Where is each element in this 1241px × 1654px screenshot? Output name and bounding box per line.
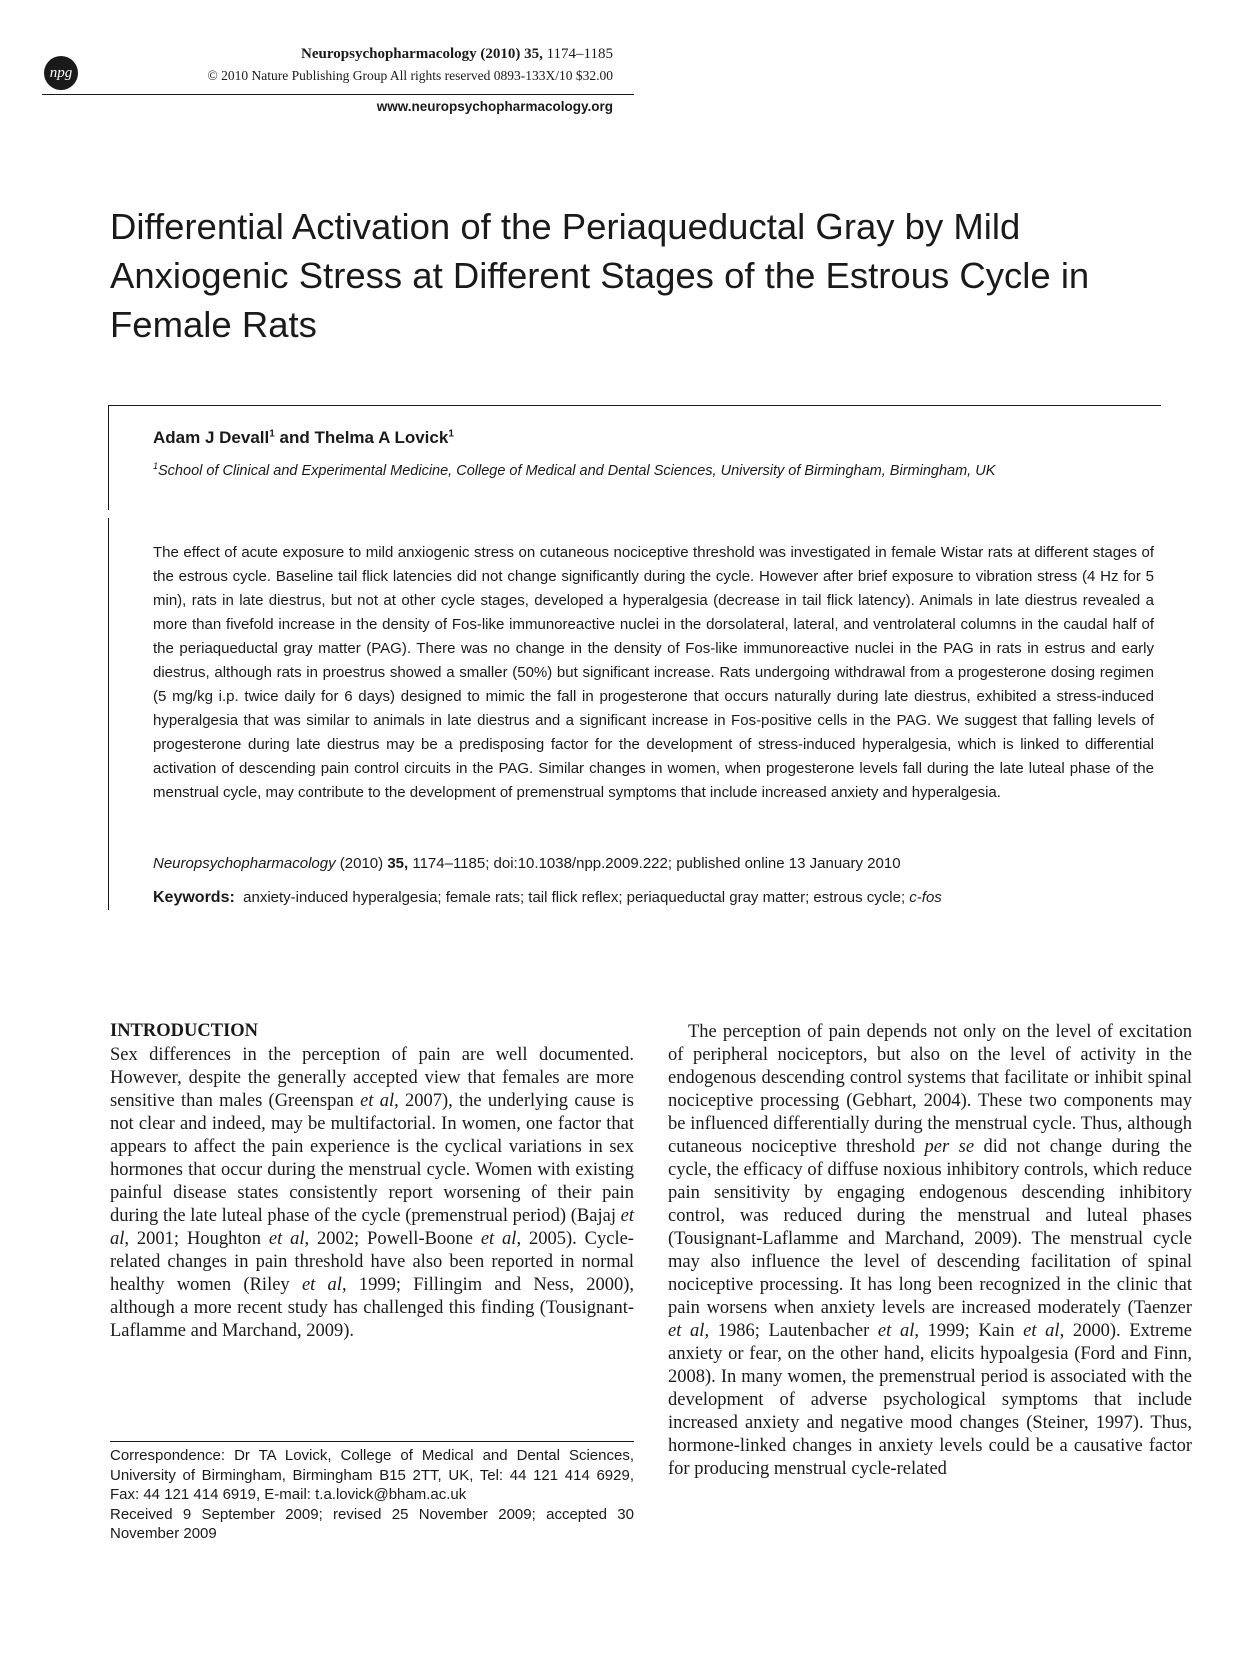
section-heading-introduction: INTRODUCTION bbox=[110, 1021, 259, 1041]
journal-reference bbox=[301, 46, 613, 63]
text-run: Sex differences in the perception of pain are well documented. However, despite the generally accepted view that females are more sensitive than males (Greenspan bbox=[110, 1045, 634, 1111]
text-run: , 2005). Cycle-related changes in pain threshold have also been reported in normal healthy women (Riley bbox=[110, 1229, 634, 1295]
text-italic: et al bbox=[301, 1275, 342, 1295]
header-divider bbox=[42, 94, 634, 95]
correspondence-text: Correspondence: Dr TA Lovick, College of Medical and Dental Sciences, University of Birmingham, Birmingham B15 2TT, UK, Tel: 44 121 414 6929, Fax: 44 121 414 6919, E-mail: t.a.lovick@bham.ac.uk bbox=[110, 1447, 634, 1503]
text-italic: et al bbox=[1023, 1321, 1060, 1341]
text-italic: et al bbox=[110, 1206, 634, 1249]
text-italic: et al bbox=[877, 1321, 915, 1341]
author-affiliation bbox=[153, 461, 995, 479]
citation-year: (2010) bbox=[335, 855, 388, 872]
keywords-list: anxiety-induced hyperalgesia; female rats; tail flick reflex; periaqueductal gray matter; estrous cycle; bbox=[243, 889, 910, 906]
publisher-logo: npg bbox=[44, 56, 78, 90]
footnote-divider bbox=[110, 1441, 634, 1442]
introduction-paragraph-1 bbox=[110, 1044, 634, 1343]
text-run: The perception of pain depends not only on the level of excitation of peripheral nociceptors, but also on the level of activity in the endogenous descending control systems that facilitate or inhibit spinal nociceptive processing (Gebhart, 2004). These two components may be influenced differentially during the menstrual cycle. Thus, although cutaneous nociceptive threshold bbox=[668, 1022, 1192, 1157]
text-run: , 1999; Kain bbox=[914, 1321, 1024, 1341]
frame-gap bbox=[108, 510, 109, 518]
article-title: Differential Activation of the Periaqueductal Gray by Mild Anxiogenic Stress at Different Stages of the Estrous Cycle in Female Rats bbox=[110, 206, 1090, 345]
text-run: , 2002; Powell-Boone bbox=[304, 1229, 481, 1249]
keyword-italic: c-fos bbox=[909, 889, 942, 906]
author-name: Thelma A Lovick bbox=[314, 428, 449, 447]
affiliation-text: School of Clinical and Experimental Medicine, College of Medical and Dental Sciences, University of Birmingham, Birmingham, UK bbox=[158, 462, 996, 479]
text-run: , 2000). Extreme anxiety or fear, on the other hand, elicits hypoalgesia (Ford and Finn, 2008). In many women, the premenstrual period is associated with the development of adverse psychological symptoms that include increased anxiety and negative mood changes (Steiner, 1997). Thus, hormone-linked changes in anxiety levels could be a causative factor for producing menstrual cycle-related bbox=[668, 1321, 1193, 1479]
citation-journal: Neuropsychopharmacology bbox=[153, 855, 336, 872]
text-italic: per se bbox=[924, 1137, 975, 1157]
text-italic: et al bbox=[668, 1321, 705, 1341]
text-run: did not change during the cycle, the efficacy of diffuse noxious inhibitory controls, which reduce pain sensitivity by engaging endogenous descending inhibitory control, was reduced during the menstrual and luteal phases (Tousignant-Laflamme and Marchand, 2009). The menstrual cycle may also influence the level of descending facilitation of spinal nociceptive processing. It has long been recognized in the clinic that pain worsens when anxiety levels are increased moderately (Taenzer bbox=[668, 1137, 1192, 1318]
introduction-paragraph-2 bbox=[668, 1021, 1192, 1481]
article-citation bbox=[153, 855, 901, 872]
text-run: , 2001; Houghton bbox=[124, 1229, 269, 1249]
journal-website-link[interactable]: www.neuropsychopharmacology.org bbox=[376, 99, 613, 114]
author-name: Adam J Devall bbox=[153, 428, 270, 447]
author-list bbox=[153, 428, 454, 448]
affiliation-marker: 1 bbox=[153, 461, 159, 471]
citation-details[interactable]: 1174–1185; doi:10.1038/npp.2009.222; published online 13 January 2010 bbox=[408, 855, 901, 872]
text-run: , 2007), the underlying cause is not clear and indeed, may be multifactorial. In women, one factor that appears to affect the pain experience is the cyclical variations in sex hormones that occur during the menstrual cycle. Women with existing painful disease states consistently report worsening of their pain during the late luteal phase of the cycle (premenstrual period) (Bajaj bbox=[110, 1091, 634, 1226]
abstract: The effect of acute exposure to mild anxiogenic stress on cutaneous nociceptive threshold was investigated in female Wistar rats at different stages of the estrous cycle. Baseline tail flick latencies did not change significantly during the cycle. However after brief exposure to vibration stress (4 Hz for 5 min), rats in late diestrus, but not at other cycle stages, developed a hyperalgesia (decrease in tail flick latency). Animals in late diestrus revealed a more than fivefold increase in the density of Fos-like immunoreactive nuclei in the dorsolateral, lateral, and ventrolateral columns in the caudal half of the periaqueductal gray matter (PAG). There was no change in the density of Fos-like immunoreactive nuclei in the PAG in rats in estrus and early diestrus, although rats in proestrus showed a smaller (50%) but significant increase. Rats undergoing withdrawal from a progesterone dosing regimen (5 mg/kg i.p. twice daily for 6 days) designed to mimic the fall in progesterone that occurs naturally during late diestrus, exhibited a stress-induced hyperalgesia that was similar to animals in late diestrus and a significant increase in Fos-positive cells in the PAG. We suggest that falling levels of progesterone during late diestrus may be a predisposing factor for the development of stress-induced hyperalgesia, which is linked to differential activation of descending pain control circuits in the PAG. Similar changes in women, when progesterone levels fall during the late luteal phase of the menstrual cycle, may contribute to the development of premenstrual symptoms that include increased anxiety and hyperalgesia. bbox=[153, 544, 1154, 801]
text-italic: et al bbox=[268, 1229, 305, 1249]
keywords-label: Keywords: bbox=[153, 889, 235, 906]
text-run: , 1999; Fillingim and Ness, 2000), although a more recent study has challenged this finding (Tousignant-Laflamme and Marchand, 2009). bbox=[110, 1275, 634, 1341]
keywords bbox=[153, 889, 942, 907]
author-affiliation-marker: 1 bbox=[448, 428, 454, 440]
text-run: , 1986; Lautenbacher bbox=[704, 1321, 878, 1341]
received-dates: Received 9 September 2009; revised 25 November 2009; accepted 30 November 2009 bbox=[110, 1505, 634, 1542]
journal-name: Neuropsychopharmacology (2010) 35, bbox=[301, 46, 543, 62]
citation-volume: 35, bbox=[387, 855, 409, 872]
text-italic: et al bbox=[480, 1229, 517, 1249]
journal-pages: 1174–1185 bbox=[542, 46, 613, 62]
author-affiliation-marker: 1 bbox=[269, 428, 275, 440]
text-italic: et al bbox=[360, 1091, 395, 1111]
correspondence-footnote bbox=[110, 1446, 634, 1544]
author-conjunction: and bbox=[274, 428, 315, 447]
copyright-notice: © 2010 Nature Publishing Group All rights reserved 0893-133X/10 $32.00 bbox=[207, 68, 613, 83]
